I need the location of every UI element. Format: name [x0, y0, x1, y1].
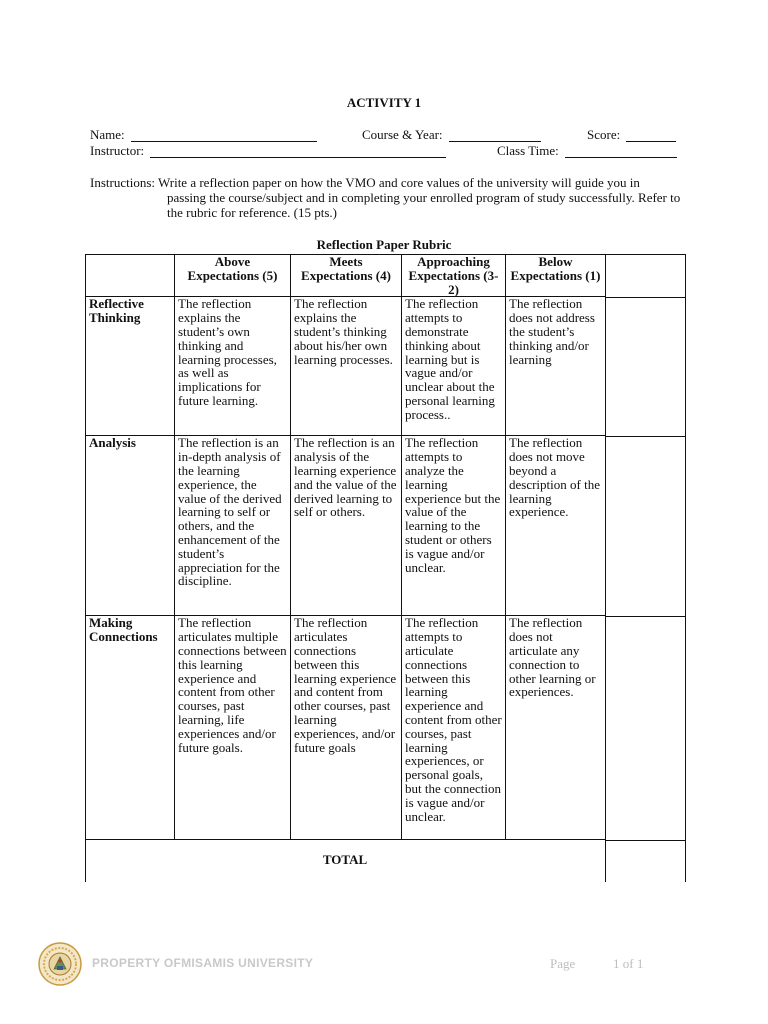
- table-cell: The reflection explains the student’s own thinking and learning processes, as well as implications for future learning.: [175, 297, 291, 436]
- column-divider: [605, 616, 685, 617]
- rubric-score-column: [605, 254, 686, 882]
- instructions-lead: Instructions: Write a reflection paper on how the VMO and core values of the university will guide you in: [90, 175, 640, 190]
- header-below: Below Expectations (1): [506, 255, 606, 297]
- table-cell: The reflection attempts to demonstrate thinking about learning but is vague and/or unclear about the personal learning process..: [402, 297, 506, 436]
- table-cell: The reflection articulates connections between this learning experience and content from other courses, past learning experiences, and/or future goals: [291, 616, 402, 840]
- criterion-making-connections: Making Connections: [86, 616, 175, 840]
- table-row: [86, 297, 606, 436]
- course-field: [362, 127, 541, 142]
- instructor-field: [90, 143, 446, 158]
- name-label: Name:: [90, 127, 125, 142]
- table-row: [86, 436, 606, 616]
- page-title: ACTIVITY 1: [346, 95, 422, 110]
- table-cell: The reflection attempts to analyze the learning experience but the value of the learning to the student or others is vague and/or unclear.: [402, 436, 506, 616]
- footer-page-count: 1 of 1: [613, 956, 644, 971]
- rubric-table: [85, 254, 606, 882]
- table-cell: The reflection explains the student’s thinking about his/her own learning processes.: [291, 297, 402, 436]
- course-label: Course & Year:: [362, 127, 443, 142]
- header-meets: Meets Expectations (4): [291, 255, 402, 297]
- name-blank[interactable]: [131, 129, 317, 142]
- rubric-header-row: [86, 255, 606, 297]
- table-cell: The reflection does not move beyond a description of the learning experience.: [506, 436, 606, 616]
- table-cell: The reflection does not articulate any connection to other learning or experiences.: [506, 616, 606, 840]
- instructions: [90, 175, 690, 220]
- total-label: TOTAL: [322, 852, 368, 867]
- instructor-blank[interactable]: [150, 145, 446, 158]
- column-divider: [605, 840, 685, 841]
- column-divider: [605, 297, 685, 298]
- score-blank[interactable]: [626, 129, 676, 142]
- header-approaching: Approaching Expectations (3-2): [402, 255, 506, 297]
- table-cell: The reflection attempts to articulate connections between this learning experience and content from other courses, past learning experiences, or personal goals, but the connection is vague and/or unclear.: [402, 616, 506, 840]
- instructor-label: Instructor:: [90, 143, 145, 158]
- table-cell: The reflection does not address the student’s thinking and/or learning: [506, 297, 606, 436]
- page-footer: [0, 940, 768, 990]
- class-time-field: [497, 143, 677, 158]
- criterion-analysis: Analysis: [86, 436, 175, 616]
- criterion-reflective-thinking: Reflective Thinking: [86, 297, 175, 436]
- university-seal-icon: [38, 942, 82, 986]
- footer-property-text: PROPERTY OFMISAMIS UNIVERSITY: [92, 956, 314, 970]
- name-field: [90, 127, 317, 142]
- class-time-label: Class Time:: [497, 143, 559, 158]
- footer-page-label: Page: [550, 956, 576, 971]
- score-field: [587, 127, 676, 142]
- table-cell: The reflection is an in-depth analysis of the learning experience, the value of the derived learning to self or others, and the enhancement of the student’s appreciation for the discipline.: [175, 436, 291, 616]
- score-label: Score:: [587, 127, 621, 142]
- class-time-blank[interactable]: [565, 145, 677, 158]
- course-blank[interactable]: [449, 129, 541, 142]
- table-cell: The reflection articulates multiple connections between this learning experience and content from other courses, past learning, life experiences and/or future goals.: [175, 616, 291, 840]
- instructions-rest: passing the course/subject and in completing your enrolled program of study successfully. Refer to the rubric for reference. (15 pts.): [167, 190, 681, 220]
- table-row: [86, 616, 606, 840]
- column-divider: [605, 436, 685, 437]
- table-cell: The reflection is an analysis of the learning experience and the value of the derived learning to self or others.: [291, 436, 402, 616]
- header-criterion: [86, 255, 175, 297]
- rubric-caption: Reflection Paper Rubric: [316, 237, 452, 252]
- header-above: Above Expectations (5): [175, 255, 291, 297]
